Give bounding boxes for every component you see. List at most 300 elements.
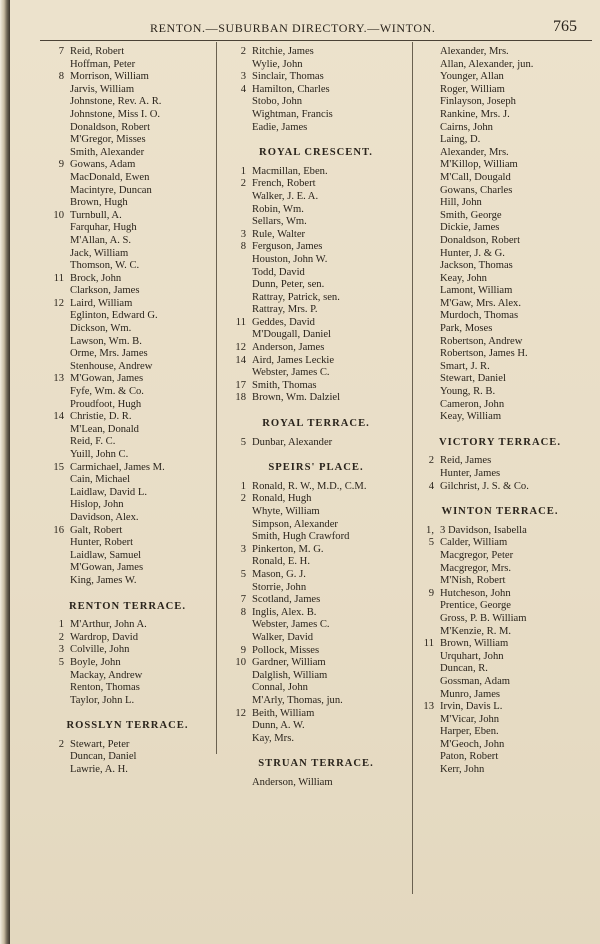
house-number: 10 [235, 657, 246, 669]
resident-name: M'Call, Dougald [440, 171, 511, 183]
house-number: 5 [240, 436, 246, 448]
resident-name: Prentice, George [440, 600, 511, 612]
resident-name: Stobo, John [252, 96, 303, 108]
resident-name: Keay, John [440, 272, 487, 284]
house-number: 4 [240, 83, 246, 95]
directory-entry [222, 329, 410, 342]
directory-entry [40, 764, 215, 777]
directory-entry [40, 298, 215, 311]
resident-name: Dunn, Peter, sen. [252, 279, 325, 291]
house-number: 3 [58, 644, 64, 656]
directory-entry [410, 575, 590, 588]
resident-name: Stewart, Daniel [440, 373, 506, 385]
directory-entry [410, 739, 590, 752]
resident-name: Whyte, William [252, 506, 320, 517]
street-heading: SPEIRS' PLACE. [268, 462, 364, 474]
house-number: 7 [240, 594, 246, 606]
resident-name: Gowans, Charles [440, 184, 513, 196]
resident-name: Webster, James C. [252, 367, 330, 379]
directory-entry [40, 386, 215, 399]
directory-entry [40, 323, 215, 336]
directory-entry [410, 59, 590, 72]
directory-entry [410, 172, 590, 185]
resident-name: Jarvis, William [70, 83, 135, 95]
house-number: 14 [53, 411, 64, 423]
directory-entry [222, 367, 410, 380]
directory-entry [410, 626, 590, 639]
directory-entry [222, 241, 410, 254]
resident-name: M'Arthur, John A. [70, 619, 147, 631]
resident-name: Farquhar, Hugh [70, 222, 137, 234]
resident-name: Cameron, John [440, 398, 505, 410]
directory-entry [410, 84, 590, 97]
house-number: 2 [240, 46, 246, 57]
resident-name: Johnstone, Rev. A. R. [70, 96, 162, 108]
resident-name: Turnbull, A. [70, 209, 122, 221]
resident-name: Rankine, Mrs. J. [440, 108, 510, 120]
resident-name: Donaldson, Robert [70, 121, 151, 133]
resident-name: Hill, John [440, 197, 482, 209]
resident-name: M'Killop, William [440, 159, 518, 171]
directory-entry [222, 279, 410, 292]
directory-entry [410, 210, 590, 223]
resident-name: Laidlaw, Samuel [70, 549, 142, 561]
directory-entry [40, 436, 215, 449]
resident-name: Ronald, R. W., M.D., C.M. [252, 480, 367, 492]
resident-name: Kay, Mrs. [252, 732, 294, 744]
directory-entry [222, 342, 410, 355]
directory-entry [222, 632, 410, 645]
resident-name: Rule, Walter [252, 228, 306, 240]
resident-name: Calder, William [440, 537, 508, 549]
resident-name: Jackson, Thomas [440, 260, 513, 272]
directory-entry [410, 689, 590, 702]
directory-entry [40, 310, 215, 323]
resident-name: Reid, F. C. [70, 436, 116, 448]
resident-name: Ritchie, James [252, 46, 314, 57]
resident-name: Stenhouse, Andrew [70, 360, 153, 372]
resident-name: M'Geoch, John [440, 738, 505, 750]
directory-entry [40, 632, 215, 645]
resident-name: M'Allan, A. S. [70, 234, 132, 246]
resident-name: Laird, William [70, 297, 133, 309]
directory-entry [40, 537, 215, 550]
resident-name: Park, Moses [440, 323, 493, 335]
directory-entry [410, 468, 590, 481]
resident-name: Walker, David [252, 631, 314, 643]
resident-name: Wardrop, David [70, 631, 138, 643]
directory-entry [222, 254, 410, 267]
house-number: 1, [426, 524, 434, 536]
resident-name: Smith, George [440, 209, 502, 221]
resident-name: Todd, David [252, 266, 305, 278]
resident-name: Alexander, Mrs. [440, 46, 509, 57]
directory-entry [410, 235, 590, 248]
directory-entry [222, 594, 410, 607]
resident-name: Pollock, Misses [252, 644, 320, 656]
directory-entry [410, 550, 590, 563]
directory-page [10, 0, 600, 944]
directory-entry [410, 714, 590, 727]
house-number: 13 [53, 373, 64, 385]
street-heading: STRUAN TERRACE. [258, 758, 374, 770]
resident-name: M'Dougall, Daniel [252, 329, 331, 341]
resident-name: Urquhart, John [440, 650, 504, 662]
house-number: 12 [235, 342, 246, 354]
directory-entry [40, 197, 215, 210]
directory-entry [40, 487, 215, 500]
running-title: RENTON.—SUBURBAN DIRECTORY.—WINTON. [150, 21, 436, 35]
directory-entry [40, 739, 215, 752]
directory-entry [40, 172, 215, 185]
resident-name: Morrison, William [70, 71, 149, 83]
house-number: 2 [240, 178, 246, 190]
directory-entry [410, 96, 590, 109]
directory-entry [40, 474, 215, 487]
resident-name: Gowans, Adam [70, 159, 136, 171]
directory-entry [222, 109, 410, 122]
directory-entry [410, 701, 590, 714]
resident-name: Macintyre, Duncan [70, 184, 152, 196]
directory-entry [222, 670, 410, 683]
house-number: 12 [235, 707, 246, 719]
house-number: 17 [235, 379, 246, 391]
resident-name: Dickson, Wm. [70, 323, 132, 335]
resident-name: Simpson, Alexander [252, 518, 338, 530]
resident-name: Clarkson, James [70, 285, 140, 297]
directory-entry [222, 481, 410, 494]
directory-entry [410, 122, 590, 135]
resident-name: Laing, D. [440, 134, 481, 146]
resident-name: Kerr, John [440, 764, 485, 776]
directory-entry [40, 575, 215, 588]
resident-name: Gardner, William [252, 657, 326, 669]
resident-name: Robin, Wm. [252, 203, 304, 215]
column-middle [222, 46, 410, 789]
resident-name: Finlayson, Joseph [440, 96, 516, 108]
directory-entry [40, 59, 215, 72]
directory-entry [40, 96, 215, 109]
resident-name: Allan, Alexander, jun. [440, 58, 534, 70]
directory-entry [222, 582, 410, 595]
directory-entry [222, 204, 410, 217]
directory-entry [40, 644, 215, 657]
house-number: 2 [58, 738, 64, 750]
resident-name: Paton, Robert [440, 751, 499, 763]
house-number: 1 [58, 619, 64, 631]
resident-name: M'Lean, Donald [70, 423, 139, 435]
street-heading: ROSSLYN TERRACE. [66, 720, 189, 732]
resident-name: Sellars, Wm. [252, 216, 307, 228]
directory-entry [410, 373, 590, 386]
directory-entry [222, 720, 410, 733]
resident-name: French, Robert [252, 178, 316, 190]
directory-entry [40, 462, 215, 475]
directory-entry [40, 682, 215, 695]
resident-name: Smart, J. R. [440, 360, 490, 372]
resident-name: Keay, William [440, 411, 502, 423]
resident-name: Ronald, Hugh [252, 493, 312, 505]
directory-entry [40, 550, 215, 563]
directory-entry [222, 71, 410, 84]
resident-name: Boyle, John [70, 656, 121, 668]
resident-name: M'Gregor, Misses [70, 134, 146, 146]
directory-entry [40, 147, 215, 160]
directory-entry [40, 71, 215, 84]
house-number: 9 [240, 644, 246, 656]
directory-entry [222, 355, 410, 368]
directory-entry [222, 380, 410, 393]
directory-entry [40, 670, 215, 683]
resident-name: Walker, J. E. A. [252, 190, 319, 202]
directory-entry [410, 260, 590, 273]
directory-entry [410, 222, 590, 235]
house-number: 3 [240, 543, 246, 555]
resident-name: Lawson, Wm. B. [70, 335, 142, 347]
resident-name: Murdoch, Thomas [440, 310, 519, 322]
directory-entry [410, 46, 590, 59]
directory-entry [410, 361, 590, 374]
resident-name: Younger, Allan [440, 71, 504, 83]
resident-name: Macgregor, Peter [440, 549, 514, 561]
directory-entry [40, 657, 215, 670]
resident-name: Anderson, William [252, 776, 333, 788]
house-number: 1 [240, 480, 246, 492]
directory-entry [410, 600, 590, 613]
resident-name: Robertson, James H. [440, 348, 528, 360]
directory-entry [40, 185, 215, 198]
house-number: 14 [235, 354, 246, 366]
resident-name: Laidlaw, David L. [70, 486, 147, 498]
header-rule [40, 40, 592, 41]
house-number: 11 [235, 316, 246, 328]
directory-entry [410, 751, 590, 764]
directory-entry [40, 46, 215, 59]
resident-name: Anderson, James [252, 342, 325, 354]
house-number: 3 [240, 71, 246, 83]
directory-entry [40, 751, 215, 764]
directory-entry [410, 481, 590, 494]
resident-name: Cairns, John [440, 121, 493, 133]
resident-name: Hunter, Robert [70, 537, 134, 549]
directory-entry [40, 235, 215, 248]
directory-entry [222, 657, 410, 670]
directory-entry [40, 122, 215, 135]
directory-entry [410, 71, 590, 84]
directory-entry [410, 134, 590, 147]
directory-entry [40, 222, 215, 235]
resident-name: Hunter, J. & G. [440, 247, 505, 259]
directory-entry [40, 348, 215, 361]
resident-name: Roger, William [440, 83, 505, 95]
street-heading: WINTON TERRACE. [441, 506, 559, 518]
directory-entry [410, 336, 590, 349]
house-number: 10 [53, 209, 64, 221]
resident-name: Macgregor, Mrs. [440, 562, 512, 574]
directory-entry [40, 84, 215, 97]
directory-entry [410, 651, 590, 664]
column-left [40, 46, 215, 777]
resident-name: Ronald, E. H. [252, 556, 310, 568]
directory-entry [40, 399, 215, 412]
resident-name: Rattray, Mrs. P. [252, 304, 318, 316]
resident-name: King, James W. [70, 574, 137, 586]
directory-entry [40, 159, 215, 172]
directory-entry [222, 191, 410, 204]
resident-name: Wylie, John [252, 58, 303, 70]
resident-name: Pinkerton, M. G. [252, 543, 324, 555]
resident-name: Smith, Hugh Crawford [252, 531, 350, 543]
resident-name: Hunter, James [440, 468, 501, 479]
resident-name: Munro, James [440, 688, 501, 700]
directory-entry [40, 134, 215, 147]
resident-name: M'Gaw, Mrs. Alex. [440, 297, 521, 309]
directory-entry [40, 285, 215, 298]
directory-entry [40, 273, 215, 286]
house-number: 8 [240, 241, 246, 253]
resident-name: Mason, G. J. [252, 568, 306, 580]
street-heading: VICTORY TERRACE. [439, 436, 561, 448]
directory-entry [222, 59, 410, 72]
resident-name: Duncan, Daniel [70, 751, 137, 763]
resident-name: M'Arly, Thomas, jun. [252, 694, 343, 706]
resident-name: Mackay, Andrew [70, 669, 143, 681]
directory-entry [222, 682, 410, 695]
resident-name: Hislop, John [70, 499, 124, 511]
resident-name: Macmillan, Eben. [252, 165, 328, 177]
directory-entry [410, 285, 590, 298]
directory-entry [40, 248, 215, 261]
directory-entry [410, 109, 590, 122]
resident-name: Lamont, William [440, 285, 513, 297]
resident-name: Colville, John [70, 644, 130, 656]
directory-entry [40, 260, 215, 273]
directory-entry [40, 109, 215, 122]
house-number: 9 [58, 159, 64, 171]
resident-name: Connal, John [252, 682, 308, 694]
resident-name: Hutcheson, John [440, 587, 511, 599]
house-number: 5 [428, 537, 434, 549]
resident-name: Taylor, John L. [70, 694, 135, 706]
directory-entry [222, 777, 410, 790]
resident-name: Renton, Thomas [70, 682, 140, 694]
resident-name: Carmichael, James M. [70, 461, 165, 473]
house-number: 15 [53, 461, 64, 473]
directory-entry [410, 159, 590, 172]
house-number: 2 [58, 631, 64, 643]
resident-name: Davidson, Alex. [70, 511, 139, 523]
directory-entry [40, 695, 215, 708]
resident-name: Johnstone, Miss I. O. [70, 108, 161, 120]
house-number: 5 [240, 568, 246, 580]
directory-entry [222, 166, 410, 179]
directory-entry [410, 310, 590, 323]
resident-name: Eadie, James [252, 121, 308, 133]
house-number: 2 [240, 493, 246, 505]
directory-entry [40, 499, 215, 512]
page-header [10, 18, 600, 41]
directory-entry [222, 178, 410, 191]
directory-entry [410, 638, 590, 651]
directory-entry [222, 437, 410, 450]
resident-name: Orme, Mrs. James [70, 348, 148, 360]
directory-entry [40, 449, 215, 462]
directory-entry [222, 304, 410, 317]
directory-entry [410, 525, 590, 538]
resident-name: Dickie, James [440, 222, 500, 234]
directory-entry [222, 96, 410, 109]
resident-name: Brock, John [70, 272, 122, 284]
directory-entry [222, 84, 410, 97]
house-number: 18 [235, 392, 246, 404]
resident-name: Reid, James [440, 455, 492, 467]
resident-name: Robertson, Andrew [440, 335, 523, 347]
resident-name: Dunbar, Alexander [252, 436, 333, 448]
resident-name: Stewart, Peter [70, 738, 130, 750]
resident-name: Irvin, Davis L. [440, 701, 503, 713]
directory-entry [410, 323, 590, 336]
house-number: 3 [240, 228, 246, 240]
directory-entry [40, 424, 215, 437]
column-right [410, 46, 590, 777]
directory-entry [410, 676, 590, 689]
directory-entry [40, 210, 215, 223]
directory-entry [410, 563, 590, 576]
resident-name: Hoffman, Peter [70, 58, 136, 70]
directory-entry [222, 695, 410, 708]
resident-name: Dalglish, William [252, 669, 328, 681]
house-number: 11 [53, 272, 64, 284]
resident-name: Gilchrist, J. S. & Co. [440, 480, 529, 492]
directory-entry [40, 512, 215, 525]
directory-entry [410, 588, 590, 601]
directory-entry [222, 569, 410, 582]
directory-entry [222, 607, 410, 620]
resident-name: Aird, James Leckie [252, 354, 335, 366]
directory-entry [222, 544, 410, 557]
resident-name: Geddes, David [252, 316, 315, 328]
resident-name: Storrie, John [252, 581, 307, 593]
directory-entry [40, 619, 215, 632]
house-number: 4 [428, 480, 434, 492]
house-number: 16 [53, 524, 64, 536]
house-number: 8 [240, 606, 246, 618]
resident-name: Houston, John W. [252, 253, 328, 265]
directory-entry [40, 411, 215, 424]
directory-entry [410, 411, 590, 424]
resident-name: Gross, P. B. William [440, 612, 527, 624]
directory-entry [40, 361, 215, 374]
resident-name: Cain, Michael [70, 474, 131, 486]
street-heading: RENTON TERRACE. [68, 600, 187, 612]
directory-entry [410, 455, 590, 468]
directory-entry [410, 197, 590, 210]
resident-name: Scotland, James [252, 594, 321, 606]
resident-name: Brown, Wm. Dalziel [252, 392, 341, 404]
directory-entry [410, 298, 590, 311]
directory-entry [40, 373, 215, 386]
street-heading: ROYAL CRESCENT. [259, 147, 373, 159]
house-number: 2 [428, 455, 434, 467]
directory-entry [222, 392, 410, 405]
resident-name: Gossman, Adam [440, 675, 511, 687]
page-number: 765 [553, 18, 577, 35]
street-heading: ROYAL TERRACE. [262, 418, 370, 430]
directory-entry [410, 726, 590, 739]
house-number: 7 [58, 46, 64, 57]
directory-entry [222, 493, 410, 506]
house-number: 12 [53, 297, 64, 309]
